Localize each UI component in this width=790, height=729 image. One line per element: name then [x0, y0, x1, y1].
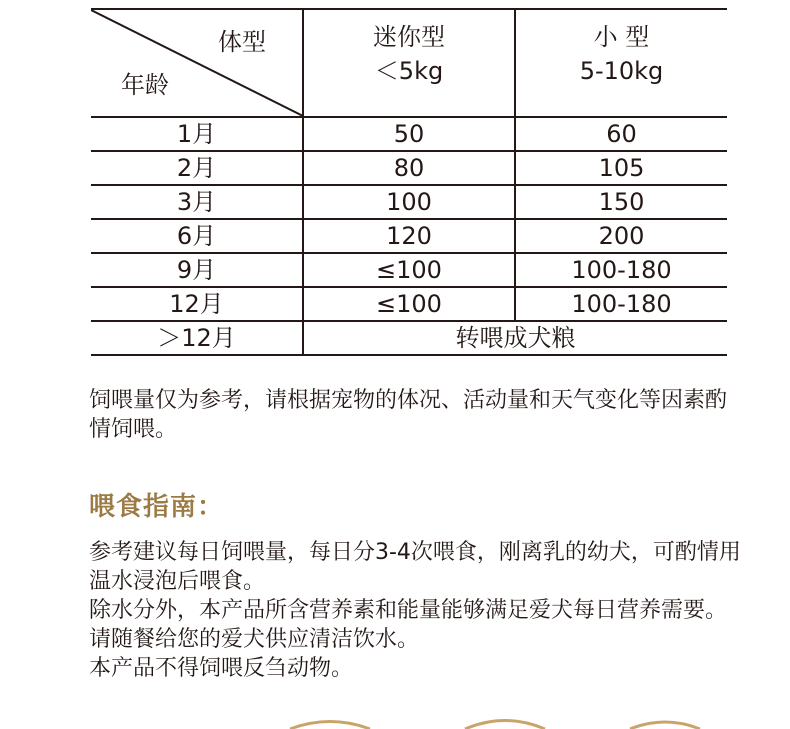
age-cell: 9月	[91, 253, 303, 287]
mini-amount-cell: 80	[303, 151, 515, 185]
small-amount-cell: 150	[515, 185, 727, 219]
feeding-note: 饲喂量仅为参考，请根据宠物的体况、活动量和天气变化等因素酌情饲喂。	[89, 388, 728, 442]
small-size-weight: 5-10kg	[579, 57, 664, 85]
guide-paragraph: 本产品不得饲喂反刍动物。	[89, 656, 354, 681]
age-cell: 1月	[91, 117, 303, 151]
body-type-label: 体型	[218, 28, 266, 56]
mini-amount-cell: 100	[303, 185, 515, 219]
feeding-guide-title: 喂食指南：	[89, 492, 225, 522]
age-cell: 2月	[91, 151, 303, 185]
diagonal-divider	[91, 10, 303, 116]
mini-size-name: 迷你型	[373, 23, 445, 51]
table-row	[91, 151, 727, 185]
table-header-row	[91, 9, 727, 117]
table-row	[91, 287, 727, 321]
guide-paragraph: 请随餐给您的爱犬供应清洁饮水。	[89, 627, 420, 652]
small-size-name: 小 型	[593, 23, 650, 51]
small-amount-cell: 100-180	[515, 287, 727, 321]
feeding-table-container	[91, 8, 727, 354]
feeding-guide-text	[89, 538, 749, 683]
table-row	[91, 117, 727, 151]
age-cell: 3月	[91, 185, 303, 219]
guide-paragraph: 参考建议每日饲喂量，每日分3-4次喂食，刚离乳的幼犬，可酌情用温水浸泡后喂食。	[89, 540, 741, 594]
small-amount-cell: 105	[515, 151, 727, 185]
adult-food-cell: 转喂成犬粮	[303, 321, 727, 355]
table-row	[91, 253, 727, 287]
mini-size-header	[303, 9, 515, 117]
mini-size-weight: ＜5kg	[374, 57, 444, 85]
small-amount-cell: 60	[515, 117, 727, 151]
mini-amount-cell: 120	[303, 219, 515, 253]
small-size-header	[515, 9, 727, 117]
small-amount-cell: 200	[515, 219, 727, 253]
age-cell: 12月	[91, 287, 303, 321]
mini-amount-cell: ≤100	[303, 253, 515, 287]
guide-paragraph: 除水分外，本产品所含营养素和能量能够满足爱犬每日营养需要。	[89, 598, 728, 623]
feeding-amount-table	[91, 8, 727, 356]
mini-amount-cell: 50	[303, 117, 515, 151]
table-row-adult	[91, 321, 727, 355]
table-row	[91, 219, 727, 253]
table-row	[91, 185, 727, 219]
age-label: 年龄	[121, 71, 169, 99]
corner-header-cell	[91, 9, 303, 117]
age-cell: ＞12月	[91, 321, 303, 355]
mini-amount-cell: ≤100	[303, 287, 515, 321]
age-cell: 6月	[91, 219, 303, 253]
decorative-arcs	[0, 716, 790, 729]
small-amount-cell: 100-180	[515, 253, 727, 287]
